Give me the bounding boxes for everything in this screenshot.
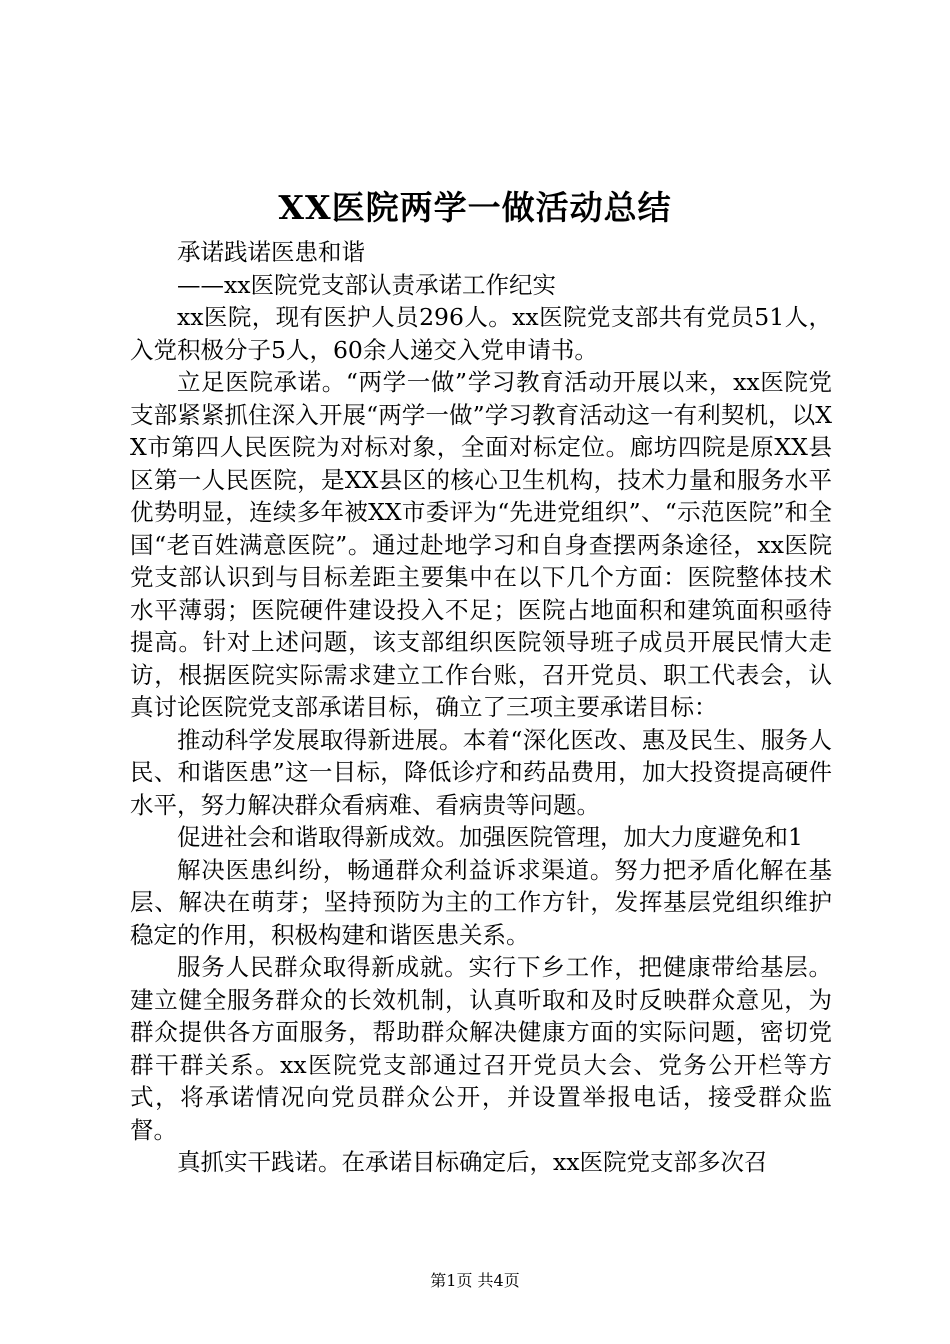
subtitle-byline: ——xx医院党支部认责承诺工作纪实: [177, 270, 557, 299]
body-paragraph: 解决医患纠纷，畅通群众利益诉求渠道。努力把矛盾化解在基层、解决在萌芽；坚持预防为主的工作方针，发挥基层党组织维护稳定的作用，积极构建和谐医患关系。: [130, 855, 832, 949]
subtitle-line: 承诺践诺医患和谐: [177, 238, 365, 266]
document-title: XX医院两学一做活动总结: [278, 188, 672, 227]
body-paragraph: 立足医院承诺。“两学一做”学习教育活动开展以来，xx医院党支部紧紧抓住深入开展“两学一做”学习教育活动这一有利契机，以XX市第四人民医院为对标对象，全面对标定位。廊坊四院是原XX县区第一人民医院，是XX县区的核心卫生机构，技术力量和服务水平优势明显，连续多年被XX市委评为“先进党组织”、“示范医院”和全国“老百姓满意医院”。通过赴地学习和自身查摆两条途径，xx医院党支部认识到与目标差距主要集中在以下几个方面：医院整体技术水平薄弱；医院硬件建设投入不足；医院占地面积和建筑面积亟待提高。针对上述问题，该支部组织医院领导班子成员开展民情大走访，根据医院实际需求建立工作台账，召开党员、职工代表会，认真讨论医院党支部承诺目标，确立了三项主要承诺目标：: [130, 368, 832, 721]
document-body: [130, 236, 832, 1179]
body-paragraph: 服务人民群众取得新成就。实行下乡工作，把健康带给基层。建立健全服务群众的长效机制，认真听取和及时反映群众意见，为群众提供各方面服务，帮助群众解决健康方面的实际问题，密切党群干群关系。xx医院党支部通过召开党员大会、党务公开栏等方式，将承诺情况向党员群众公开，并设置举报电话，接受群众监督。: [130, 953, 832, 1144]
page-footer: 第1页 共4页: [430, 1271, 520, 1290]
body-paragraph: 推动科学发展取得新进展。本着“深化医改、惠及民生、服务人民、和谐医患”这一目标，降低诊疗和药品费用，加大投资提高硬件水平，努力解决群众看病难、看病贵等问题。: [130, 725, 832, 819]
body-paragraph: 真抓实干践诺。在承诺目标确定后，xx医院党支部多次召: [177, 1148, 768, 1176]
body-paragraph: xx医院，现有医护人员296人。xx医院党支部共有党员51人，入党积极分子5人，60余人递交入党申请书。: [130, 303, 832, 364]
body-paragraph: 促进社会和谐取得新成效。加强医院管理，加大力度避免和1: [177, 823, 803, 851]
